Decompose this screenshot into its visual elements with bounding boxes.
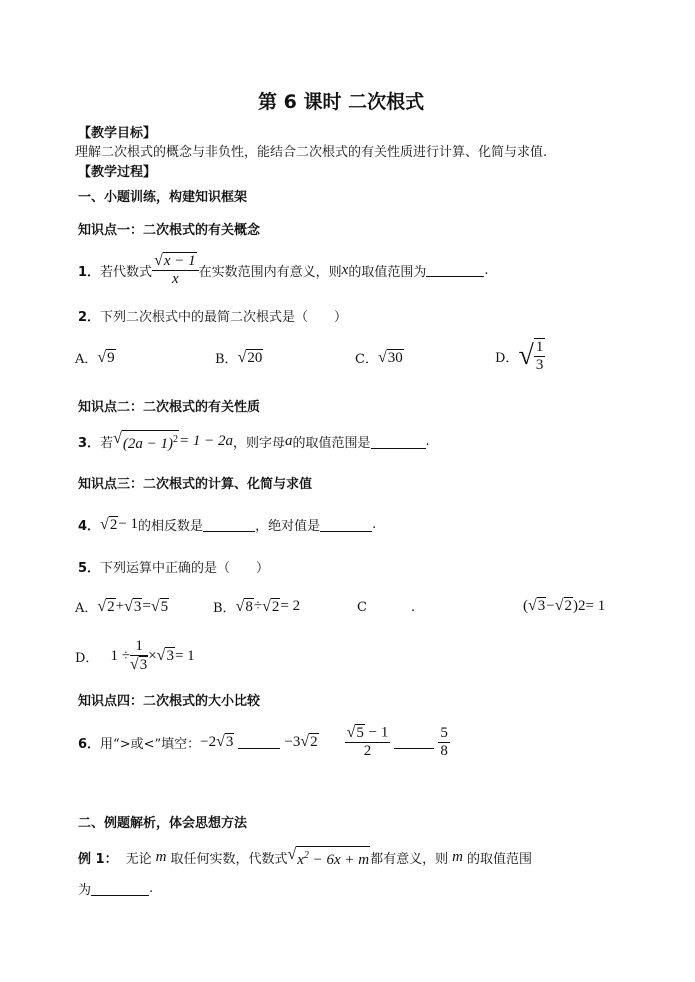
ex1-var2: m — [452, 849, 463, 865]
page-title: 第 6 课时 二次根式 — [258, 91, 425, 113]
q4-blank-1[interactable] — [203, 518, 255, 532]
q4-number: 4． — [78, 519, 101, 534]
ex1-var: m — [155, 849, 167, 865]
q1-number: 1． — [78, 264, 101, 280]
ex1-t3: 都有意义，则 — [370, 852, 449, 867]
option-label: B． — [213, 601, 236, 616]
q3-answer-blank[interactable] — [371, 435, 426, 449]
sqrt: √ 2 — [100, 515, 118, 533]
q3-post: ，则字母 — [232, 436, 285, 451]
part1-heading: 一、小题训练，构建知识框架 — [78, 190, 248, 205]
sqrt: √ 2 — [554, 597, 573, 614]
q6-fraction-1: √ 5 − 1 2 — [346, 724, 389, 759]
q1-answer-blank[interactable] — [426, 263, 484, 277]
q1-post: 在实数范围内有意义，则 — [198, 264, 342, 280]
q6-text: 用“>或<”填空： — [100, 736, 201, 752]
question-3 — [78, 430, 430, 453]
q2-number: 2． — [78, 310, 101, 325]
process-heading: 【教学过程】 — [78, 165, 157, 180]
ex1-answer-blank[interactable] — [91, 882, 149, 896]
q6-blank-1[interactable] — [238, 735, 280, 749]
option-label: B． — [215, 352, 238, 367]
q2-option-b — [215, 348, 263, 367]
goal-text: 理解二次根式的概念与非负性，能结合二次根式的有关性质进行计算、化简与求值. — [75, 145, 548, 160]
sqrt: √ 3 — [216, 733, 234, 750]
sqrt: √ 30 — [377, 348, 403, 366]
sqrt: √ $(2a - 1)^2$ — [113, 430, 178, 452]
ex1-t4: 的取值范围 — [467, 852, 533, 867]
q3-post2: 的取值范围是 — [292, 436, 371, 451]
option-label: D． — [75, 650, 99, 666]
q1-denominator: x — [172, 271, 179, 287]
ex1-end: . — [149, 881, 154, 896]
q6-number: 6． — [78, 736, 101, 752]
q3-pre: 若 — [100, 436, 114, 451]
q1-var: x — [341, 261, 349, 278]
q4-t2: ，绝对值是 — [255, 519, 321, 534]
q3-number: 3． — [78, 436, 101, 451]
question-1 — [78, 252, 488, 288]
q2-option-a — [75, 348, 116, 367]
q1-post2: 的取值范围为 — [348, 264, 427, 280]
question-6: 6． 用“>或<”填空： −2 √ 3 −3 √ 2 √ 5 − 1 2 $\frac{5}{8}$ — [78, 724, 448, 759]
q4-end: . — [372, 517, 377, 532]
question-4 — [78, 515, 376, 534]
sqrt: √ 8 — [235, 597, 253, 615]
q3-end: . — [425, 434, 430, 449]
question-2 — [78, 306, 347, 325]
ex1-t5: 为 — [78, 883, 92, 898]
ex1-t1: 无论 — [125, 852, 152, 867]
knowledge-point-3: 知识点三：二次根式的计算、化简与求值 — [78, 477, 313, 492]
sqrt: √ x − 1 — [154, 252, 196, 269]
option-label: D． — [495, 350, 519, 366]
sqrt: √ 3 — [528, 597, 546, 614]
q2-option-d — [495, 338, 545, 374]
q5-option-d: D． 1 ÷ 1 √ 3 × √ 3 = 1 — [75, 638, 195, 673]
sqrt: √ 9 — [97, 348, 115, 366]
q6-blank-2[interactable] — [394, 735, 434, 749]
question-5 — [78, 557, 269, 576]
knowledge-point-4: 知识点四：二次根式的大小比较 — [78, 694, 261, 709]
q4-blank-2[interactable] — [320, 518, 372, 532]
example-1 — [78, 846, 532, 869]
q4-minus: − 1 — [118, 516, 139, 532]
q3-eq: = 1 − 2a — [178, 433, 233, 449]
knowledge-point-1: 知识点一：二次根式的有关概念 — [78, 223, 261, 238]
q1-pre: 若代数式 — [100, 264, 153, 280]
q5-option-b: B． √ 8 ÷ √ 2 = 2 — [213, 597, 301, 616]
sqrt-fraction: √ $\frac{1}{3}$ — [518, 339, 544, 373]
sqrt: √ 2 — [300, 733, 318, 750]
sqrt: √ 3 — [156, 647, 174, 664]
q6-fraction-2: $\frac{5}{8}$ — [440, 724, 448, 759]
knowledge-point-2: 知识点二：二次根式的有关性质 — [78, 400, 261, 415]
q1-fraction — [152, 252, 199, 288]
q4-t1: 的相反数是 — [138, 519, 204, 534]
q5-number: 5． — [78, 561, 101, 576]
option-label: C． — [355, 352, 378, 367]
option-label: A． — [75, 352, 98, 367]
example-1-line-2 — [78, 879, 153, 898]
sqrt: √ 3 — [124, 597, 142, 615]
q5-option-c-dot: . — [411, 600, 416, 615]
part2-heading: 二、例题解析，体会思想方法 — [78, 816, 248, 831]
sqrt: √ 2 — [97, 597, 115, 615]
q5-option-c-label: C — [357, 600, 367, 615]
q5-option-a: A． √ 2 + √ 3 = √ 5 — [75, 597, 169, 616]
q5-option-c-expr: ( √ 3 − √ 2 ) 2 = 1 — [523, 597, 606, 614]
q1-numerator — [152, 252, 199, 271]
q2-text: 下列二次根式中的最简二次根式是（ ） — [100, 310, 348, 325]
ex1-label: 例 1： — [78, 852, 118, 867]
sqrt: √ 20 — [237, 348, 263, 366]
d-fraction: 1 √ 3 — [129, 638, 148, 673]
sqrt: √ 5 — [150, 597, 169, 615]
sqrt: √ 2 — [262, 597, 280, 615]
q2-option-c — [355, 348, 404, 367]
ex1-t2: 取任何实数，代数式 — [170, 852, 288, 867]
sqrt: √ $x^2 - 6x + m$ — [287, 846, 370, 868]
q1-end: . — [484, 262, 489, 278]
q5-text: 下列运算中正确的是（ ） — [100, 561, 270, 576]
goal-heading: 【教学目标】 — [78, 126, 157, 141]
option-label: A． — [75, 601, 98, 616]
q3-var: a — [284, 433, 293, 449]
